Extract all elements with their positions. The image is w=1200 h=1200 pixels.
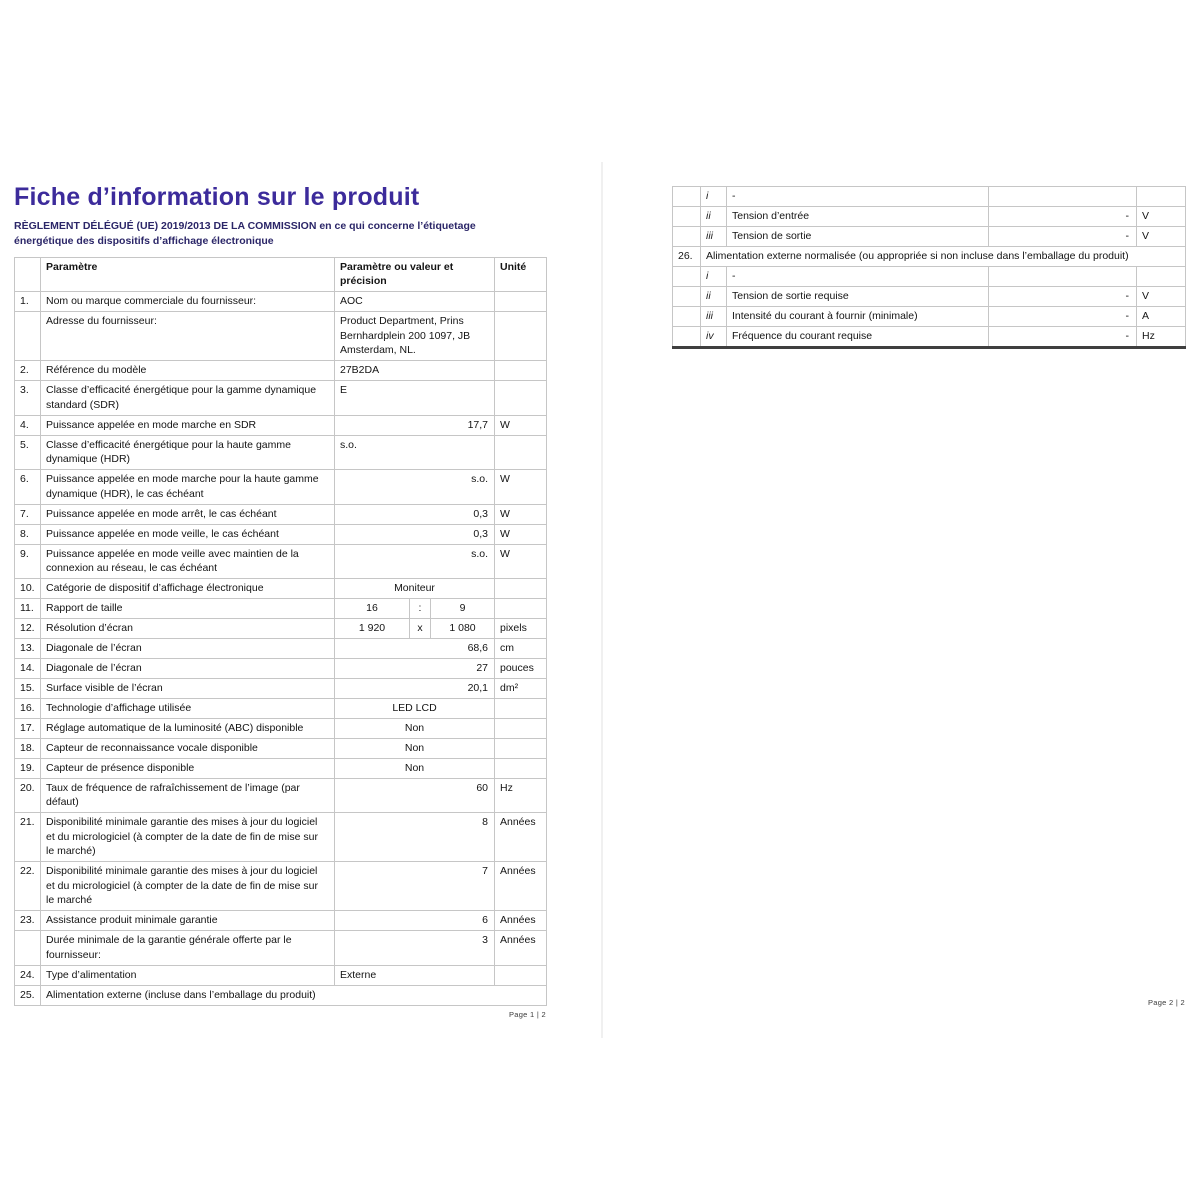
table-row bbox=[673, 246, 1186, 266]
split-value-group bbox=[335, 599, 494, 618]
param-value-cell: 0,3 bbox=[335, 524, 495, 544]
table-row bbox=[15, 524, 547, 544]
table-header bbox=[15, 257, 547, 291]
table-row bbox=[15, 579, 547, 599]
param-number-cell bbox=[15, 312, 41, 361]
unit-cell: Années bbox=[495, 862, 547, 911]
param-value-cell: Externe bbox=[335, 965, 495, 985]
param-value-cell: 8 bbox=[335, 813, 495, 862]
unit-cell: W bbox=[495, 524, 547, 544]
param-number-cell: 5. bbox=[15, 435, 41, 469]
param-value-cell: 7 bbox=[335, 862, 495, 911]
table-row bbox=[15, 931, 547, 965]
unit-cell: Années bbox=[495, 813, 547, 862]
param-number-cell bbox=[673, 306, 701, 326]
page-1 bbox=[14, 184, 546, 1019]
param-number-cell bbox=[673, 286, 701, 306]
table-row bbox=[15, 699, 547, 719]
param-value-cell: E bbox=[335, 381, 495, 415]
value-part: 1 920 bbox=[358, 622, 386, 635]
param-label-cell: Tension d’entrée bbox=[727, 206, 989, 226]
param-value-cell: 27B2DA bbox=[335, 361, 495, 381]
param-label-cell: Puissance appelée en mode arrêt, le cas échéant bbox=[41, 504, 335, 524]
param-number-cell: 19. bbox=[15, 759, 41, 779]
param-value-cell: 20,1 bbox=[335, 679, 495, 699]
table-row bbox=[15, 985, 547, 1005]
param-label-cell: Disponibilité minimale garantie des mises à jour du logiciel et du micrologiciel (à compter de la date de fin de mise sur le marché bbox=[41, 862, 335, 911]
unit-cell bbox=[495, 435, 547, 469]
param-value-cell bbox=[335, 619, 495, 639]
param-number-cell bbox=[673, 266, 701, 286]
page1-footer: Page 1 | 2 bbox=[508, 1009, 546, 1019]
param-label-cell: Classe d’efficacité énergétique pour la haute gamme dynamique (HDR) bbox=[41, 435, 335, 469]
param-label-cell: Technologie d’affichage utilisée bbox=[41, 699, 335, 719]
table-row bbox=[15, 619, 547, 639]
sub-number-cell: ii bbox=[701, 286, 727, 306]
table-row bbox=[15, 719, 547, 739]
unit-cell: A bbox=[1137, 306, 1186, 326]
sub-number-cell: iii bbox=[701, 306, 727, 326]
unit-cell: W bbox=[495, 470, 547, 504]
unit-cell bbox=[495, 965, 547, 985]
param-value-cell: 68,6 bbox=[335, 639, 495, 659]
unit-cell: V bbox=[1137, 226, 1186, 246]
param-number-cell: 23. bbox=[15, 911, 41, 931]
sub-number-cell: ii bbox=[701, 206, 727, 226]
param-value-cell: Moniteur bbox=[335, 579, 495, 599]
param-label-cell: Taux de fréquence de rafraîchissement de l’image (par défaut) bbox=[41, 779, 335, 813]
unit-cell: dm² bbox=[495, 679, 547, 699]
param-number-cell: 9. bbox=[15, 544, 41, 578]
param-number-cell: 15. bbox=[15, 679, 41, 699]
sub-number-cell: iv bbox=[701, 326, 727, 347]
param-label-cell: Tension de sortie requise bbox=[727, 286, 989, 306]
split-value-group bbox=[335, 619, 494, 638]
param-value-cell: s.o. bbox=[335, 435, 495, 469]
param-number-cell bbox=[673, 187, 701, 207]
page-title: Fiche d’information sur le produit bbox=[14, 183, 420, 211]
param-value-cell: 17,7 bbox=[335, 415, 495, 435]
param-number-cell: 26. bbox=[673, 246, 701, 266]
unit-cell bbox=[495, 699, 547, 719]
table-row bbox=[673, 306, 1186, 326]
param-label-cell: Adresse du fournisseur: bbox=[41, 312, 335, 361]
param-value-cell: 60 bbox=[335, 779, 495, 813]
page2-table-body bbox=[673, 187, 1186, 348]
param-label-cell: Réglage automatique de la luminosité (ABC) disponible bbox=[41, 719, 335, 739]
param-label-cell: Puissance appelée en mode marche en SDR bbox=[41, 415, 335, 435]
param-number-cell: 12. bbox=[15, 619, 41, 639]
param-label-cell: Fréquence du courant requise bbox=[727, 326, 989, 347]
regulation-subtitle: RÈGLEMENT DÉLÉGUÉ (UE) 2019/2013 DE LA COMMISSION en ce qui concerne l’étiquetage énergétique des dispositifs d’affichage électronique bbox=[14, 219, 476, 247]
table-row bbox=[673, 187, 1186, 207]
param-number-cell: 18. bbox=[15, 739, 41, 759]
param-label-cell: Rapport de taille bbox=[41, 599, 335, 619]
table-row bbox=[15, 759, 547, 779]
param-value-cell: Non bbox=[335, 759, 495, 779]
param-value-cell: 27 bbox=[335, 659, 495, 679]
unit-cell bbox=[495, 312, 547, 361]
table-row bbox=[15, 599, 547, 619]
unit-cell: Années bbox=[495, 911, 547, 931]
param-label-cell: - bbox=[727, 266, 989, 286]
value-part: : bbox=[409, 599, 431, 618]
param-value-cell: 6 bbox=[335, 911, 495, 931]
unit-cell bbox=[495, 292, 547, 312]
param-value-cell: s.o. bbox=[335, 544, 495, 578]
table-header-row bbox=[15, 257, 547, 291]
param-number-cell: 20. bbox=[15, 779, 41, 813]
param-value-cell: Non bbox=[335, 739, 495, 759]
table-row bbox=[15, 911, 547, 931]
param-number-cell: 11. bbox=[15, 599, 41, 619]
param-span-cell: Alimentation externe normalisée (ou appropriée si non incluse dans l’emballage du produit) bbox=[701, 246, 1186, 266]
unit-cell: cm bbox=[495, 639, 547, 659]
unit-cell bbox=[495, 381, 547, 415]
param-number-cell bbox=[673, 326, 701, 347]
param-value-cell bbox=[989, 187, 1137, 207]
param-label-cell: Intensité du courant à fournir (minimale) bbox=[727, 306, 989, 326]
table-row bbox=[15, 292, 547, 312]
param-number-cell: 3. bbox=[15, 381, 41, 415]
unit-cell: W bbox=[495, 504, 547, 524]
param-number-cell: 14. bbox=[15, 659, 41, 679]
table-row bbox=[15, 504, 547, 524]
table-row bbox=[15, 544, 547, 578]
param-label-cell: Puissance appelée en mode marche pour la haute gamme dynamique (HDR), le cas échéant bbox=[41, 470, 335, 504]
header-unit-cell: Unité bbox=[495, 257, 547, 291]
table-row bbox=[15, 470, 547, 504]
param-number-cell: 25. bbox=[15, 985, 41, 1005]
param-number-cell: 21. bbox=[15, 813, 41, 862]
unit-cell: pouces bbox=[495, 659, 547, 679]
table-row bbox=[15, 381, 547, 415]
param-value-cell: Product Department, Prins Bernhardplein 200 1097, JB Amsterdam, NL. bbox=[335, 312, 495, 361]
param-number-cell bbox=[673, 206, 701, 226]
unit-cell: V bbox=[1137, 286, 1186, 306]
param-label-cell: Disponibilité minimale garantie des mises à jour du logiciel et du micrologiciel (à compter de la date de fin de mise sur le marché) bbox=[41, 813, 335, 862]
param-number-cell: 4. bbox=[15, 415, 41, 435]
param-number-cell: 22. bbox=[15, 862, 41, 911]
page1-table-body bbox=[15, 292, 547, 1005]
table-row bbox=[673, 266, 1186, 286]
param-label-cell: Capteur de reconnaissance vocale disponible bbox=[41, 739, 335, 759]
param-label-cell: Assistance produit minimale garantie bbox=[41, 911, 335, 931]
external-power-table bbox=[672, 186, 1186, 349]
param-label-cell: Puissance appelée en mode veille avec maintien de la connexion au réseau, le cas échéant bbox=[41, 544, 335, 578]
sub-number-cell: i bbox=[701, 187, 727, 207]
value-part: 16 bbox=[366, 602, 378, 615]
unit-cell: V bbox=[1137, 206, 1186, 226]
table-row bbox=[15, 739, 547, 759]
param-value-cell bbox=[335, 599, 495, 619]
sub-number-cell: i bbox=[701, 266, 727, 286]
param-value-cell: - bbox=[989, 326, 1137, 347]
param-value-cell: 3 bbox=[335, 931, 495, 965]
table-row bbox=[15, 862, 547, 911]
table-row bbox=[673, 326, 1186, 347]
sub-number-cell: iii bbox=[701, 226, 727, 246]
param-number-cell bbox=[673, 226, 701, 246]
param-value-cell: AOC bbox=[335, 292, 495, 312]
unit-cell bbox=[495, 719, 547, 739]
unit-cell: Hz bbox=[495, 779, 547, 813]
param-label-cell: Capteur de présence disponible bbox=[41, 759, 335, 779]
unit-cell: Années bbox=[495, 931, 547, 965]
header-value-cell: Paramètre ou valeur et précision bbox=[335, 257, 495, 291]
param-value-cell: 0,3 bbox=[335, 504, 495, 524]
param-value-cell: - bbox=[989, 286, 1137, 306]
param-number-cell: 17. bbox=[15, 719, 41, 739]
unit-cell bbox=[495, 739, 547, 759]
unit-cell bbox=[1137, 266, 1186, 286]
table-row bbox=[15, 312, 547, 361]
param-value-cell: Non bbox=[335, 719, 495, 739]
unit-cell bbox=[495, 759, 547, 779]
param-label-cell: Type d’alimentation bbox=[41, 965, 335, 985]
param-label-cell: Tension de sortie bbox=[727, 226, 989, 246]
unit-cell bbox=[495, 599, 547, 619]
param-label-cell: Référence du modèle bbox=[41, 361, 335, 381]
value-part: 9 bbox=[459, 602, 466, 615]
param-value-cell: - bbox=[989, 226, 1137, 246]
unit-cell bbox=[495, 361, 547, 381]
unit-cell: W bbox=[495, 415, 547, 435]
param-number-cell: 10. bbox=[15, 579, 41, 599]
table-row bbox=[673, 226, 1186, 246]
param-number-cell: 1. bbox=[15, 292, 41, 312]
table-row bbox=[673, 206, 1186, 226]
param-label-cell: Classe d’efficacité énergétique pour la gamme dynamique standard (SDR) bbox=[41, 381, 335, 415]
table-row bbox=[15, 659, 547, 679]
unit-cell: Hz bbox=[1137, 326, 1186, 347]
param-span-cell: Alimentation externe (incluse dans l’emballage du produit) bbox=[41, 985, 547, 1005]
header-number-cell bbox=[15, 257, 41, 291]
param-label-cell: Nom ou marque commerciale du fournisseur: bbox=[41, 292, 335, 312]
table-row bbox=[15, 639, 547, 659]
param-label-cell: Diagonale de l’écran bbox=[41, 659, 335, 679]
unit-cell: W bbox=[495, 544, 547, 578]
product-parameters-table bbox=[14, 257, 547, 1006]
param-value-cell: LED LCD bbox=[335, 699, 495, 719]
table-row bbox=[15, 679, 547, 699]
param-value-cell: - bbox=[989, 206, 1137, 226]
page-divider bbox=[601, 162, 603, 1038]
param-label-cell: - bbox=[727, 187, 989, 207]
table-row bbox=[15, 813, 547, 862]
table-row bbox=[673, 286, 1186, 306]
param-number-cell: 16. bbox=[15, 699, 41, 719]
header-parameter-cell: Paramètre bbox=[41, 257, 335, 291]
param-number-cell: 13. bbox=[15, 639, 41, 659]
value-part: x bbox=[409, 619, 431, 638]
param-number-cell: 6. bbox=[15, 470, 41, 504]
param-label-cell: Puissance appelée en mode veille, le cas échéant bbox=[41, 524, 335, 544]
param-value-cell: - bbox=[989, 306, 1137, 326]
table-row bbox=[15, 435, 547, 469]
table-row bbox=[15, 779, 547, 813]
param-label-cell: Résolution d’écran bbox=[41, 619, 335, 639]
param-label-cell: Diagonale de l’écran bbox=[41, 639, 335, 659]
page2-footer: Page 2 | 2 bbox=[1147, 998, 1185, 1007]
param-value-cell: s.o. bbox=[335, 470, 495, 504]
param-number-cell: 8. bbox=[15, 524, 41, 544]
param-label-cell: Surface visible de l’écran bbox=[41, 679, 335, 699]
unit-cell bbox=[1137, 187, 1186, 207]
param-number-cell: 7. bbox=[15, 504, 41, 524]
table-row bbox=[15, 415, 547, 435]
unit-cell bbox=[495, 579, 547, 599]
value-part: 1 080 bbox=[449, 622, 476, 635]
param-label-cell: Catégorie de dispositif d’affichage électronique bbox=[41, 579, 335, 599]
table-row bbox=[15, 361, 547, 381]
unit-cell: pixels bbox=[495, 619, 547, 639]
table-row bbox=[15, 965, 547, 985]
param-value-cell bbox=[989, 266, 1137, 286]
param-label-cell: Durée minimale de la garantie générale offerte par le fournisseur: bbox=[41, 931, 335, 965]
param-number-cell: 2. bbox=[15, 361, 41, 381]
param-number-cell: 24. bbox=[15, 965, 41, 985]
param-number-cell bbox=[15, 931, 41, 965]
